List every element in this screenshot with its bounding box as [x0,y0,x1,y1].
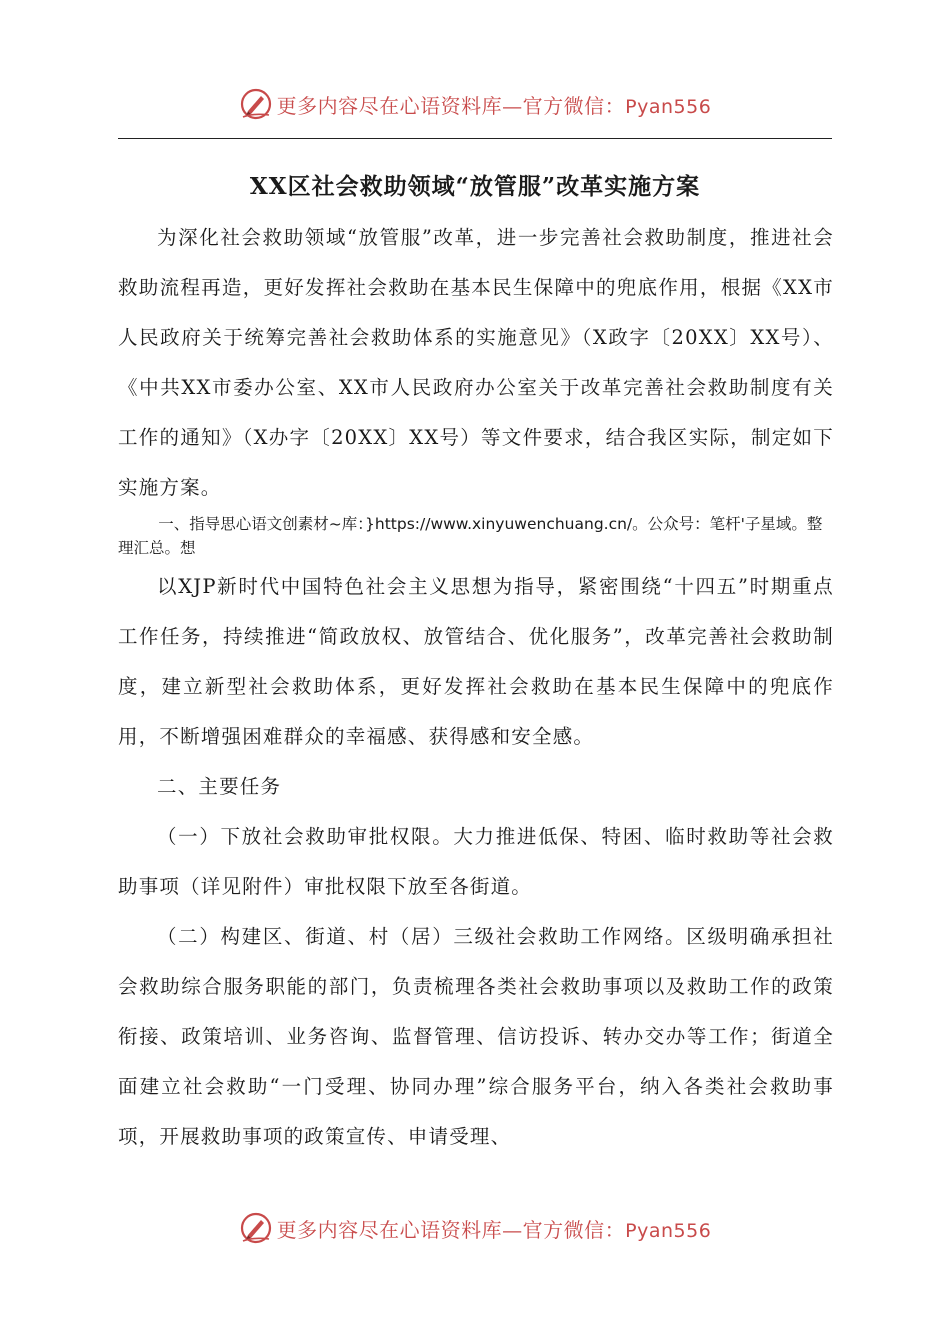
pen-logo-icon [239,1211,273,1245]
task1-paragraph: （一）下放社会救助审批权限。大力推进低保、特困、临时救助等社会救助事项（详见附件）审批权限下放至各街道。 [118,825,834,898]
banner-text: 更多内容尽在心语资料库—官方微信：Pyan556 [276,1217,712,1242]
document-title: XX区社会救助领域“放管服”改革实施方案 [249,173,701,200]
section1-paragraph: 以XJP新时代中国特色社会主义思想为指导，紧密围绕“十四五”时期重点工作任务，持续推进“简政放权、放管结合、优化服务”，改革完善社会救助制度，建立新型社会救助体系，更好发挥社会救助在基本民生保障中的兜底作用，不断增强困难群众的幸福感、获得感和安全感。 [118,575,834,748]
task2-paragraph: （二）构建区、街道、村（居）三级社会救助工作网络。区级明确承担社会救助综合服务职能的部门，负责梳理各类社会救助事项以及救助工作的政策衔接、政策培训、业务咨询、监督管理、信访投诉、转办交办等工作；街道全面建立社会救助“一门受理、协同办理”综合服务平台，纳入各类社会救助事项，开展救助事项的政策宣传、申请受理、 [118,925,834,1148]
intro-paragraph: 为深化社会救助领域“放管服”改革，进一步完善社会救助制度，推进社会救助流程再造，更好发挥社会救助在基本民生保障中的兜底作用，根据《XX市人民政府关于统筹完善社会救助体系的实施意见》（X政字〔20XX〕XX号）、《中共XX市委办公室、XX市人民政府办公室关于改革完善社会救助制度有关工作的通知》（X办字〔20XX〕XX号）等文件要求，结合我区实际，制定如下实施方案。 [118,226,834,499]
wechat-id: Pyan556 [625,95,712,118]
footer-banner [0,1208,950,1248]
wechat-id: Pyan556 [625,1219,712,1242]
pen-logo-icon [239,87,273,121]
header-banner [0,84,950,124]
header-divider [118,138,832,139]
section1-heading: 一、指导思心语文创素材~库：}https://www.xinyuwenchuang.cn/。公众号：笔杆'子星域。整理汇总。想 [118,515,823,557]
section2-heading: 二、主要任务 [157,775,282,798]
banner-text: 更多内容尽在心语资料库—官方微信：Pyan556 [276,93,712,118]
